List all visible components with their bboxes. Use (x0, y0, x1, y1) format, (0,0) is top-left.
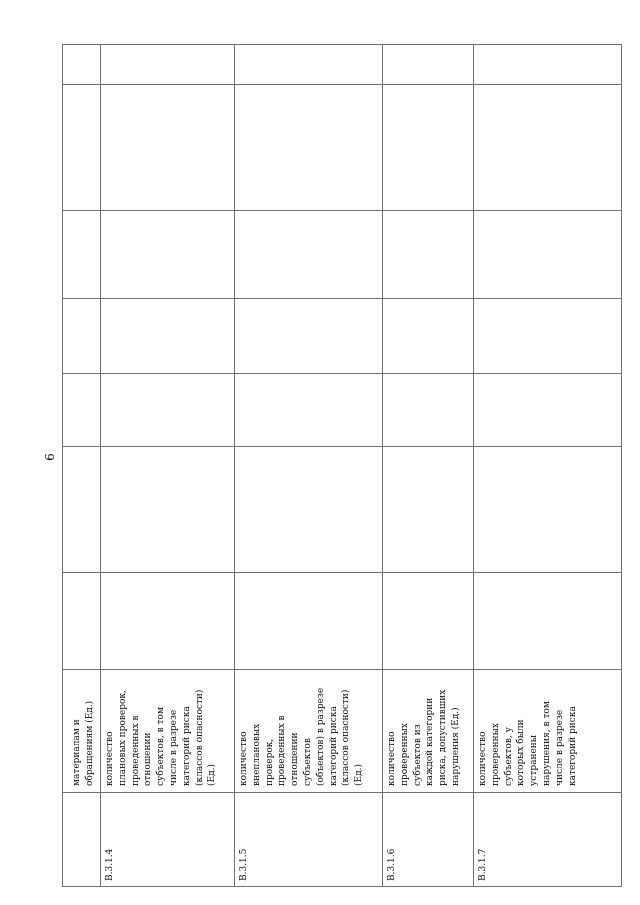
table-top-border (62, 44, 622, 45)
row-code: В.3.1.6 (387, 848, 397, 881)
table-bottom-border (62, 886, 622, 887)
table-column-line (62, 210, 622, 211)
table-right-border (621, 44, 622, 887)
table-row-line (100, 44, 101, 887)
row-label: количество внеплановых проверок, проведенных в отношении субъектов (объектов) в разрезе категорий риска (классов опасности) (Ед.) (239, 687, 365, 786)
row-label: количество проверенных субъектов из каждой категории риска, допустивших нарушения (Ед.) (387, 689, 461, 786)
table-column-line (62, 298, 622, 299)
page-number: 6 (43, 453, 57, 461)
row-label-continued: материалам и обращениям (Ед.) (72, 700, 95, 786)
row-code: В.3.1.4 (105, 848, 115, 881)
table-column-line (62, 572, 622, 573)
table-row-line (382, 44, 383, 887)
rotated-indicators-table (62, 44, 622, 887)
table-column-line (62, 373, 622, 374)
table-row-line (473, 44, 474, 887)
table-left-border (62, 44, 63, 887)
table-row-line (234, 44, 235, 887)
table-column-line (62, 84, 622, 85)
row-label: количество плановых проверок, проведенных в отношении субъектов, в том числе в разрезе категорий риска (классов опасности) (Ед.) (105, 689, 218, 786)
table-column-line (62, 446, 622, 447)
row-code: В.3.1.7 (478, 848, 488, 881)
table-column-line (62, 792, 622, 793)
row-label: количество проверенных субъектов, у которых были устранены нарушения, в том числе в разрезе категорий риска (478, 701, 578, 786)
row-code: В.3.1.5 (239, 848, 249, 881)
